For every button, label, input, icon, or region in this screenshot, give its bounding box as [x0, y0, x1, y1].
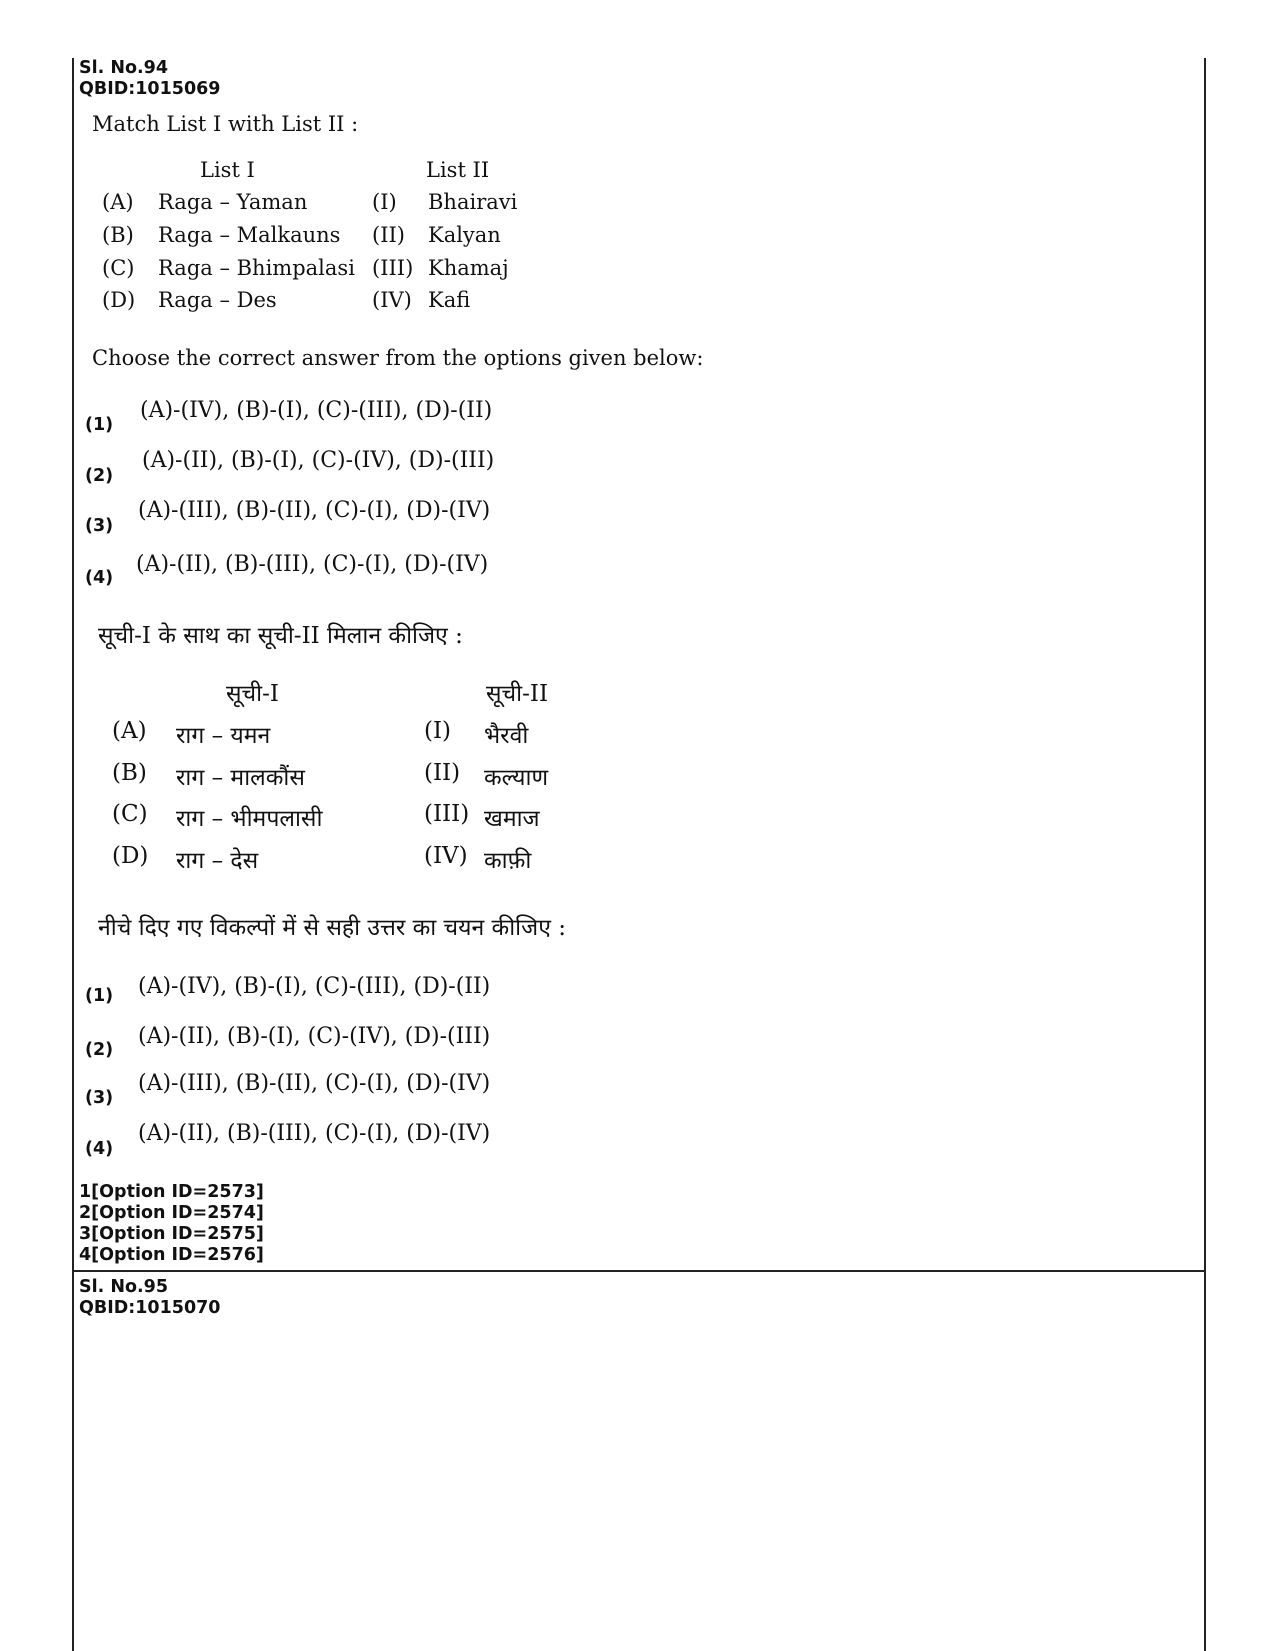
q94-hi-option-1-text[interactable]: (A)-(IV), (B)-(I), (C)-(III), (D)-(II) [138, 974, 491, 999]
q95-header [79, 1277, 221, 1319]
q94-en-row-c-l1-label: (C) [102, 256, 135, 280]
right-border [1204, 58, 1206, 1651]
q94-hi-choose-prompt: नीचे दिए गए विकल्पों में से सही उत्तर का चयन कीजिए : [98, 915, 566, 941]
q94-en-row-a-l1-text: Raga – Yaman [158, 190, 308, 214]
q94-qbid: QBID:1015069 [79, 79, 221, 99]
q94-en-row-b-l2-text: Kalyan [428, 223, 501, 247]
q94-hi-row-c-l2-text: खमाज [484, 806, 540, 832]
q94-sl-no: Sl. No.94 [79, 58, 169, 78]
q94-hi-row-a-l1-label: (A) [112, 718, 147, 744]
q94-en-row-b-l2-label: (II) [372, 223, 405, 247]
q94-en-prompt: Match List I with List II : [92, 112, 359, 136]
q94-en-row-a-l1-label: (A) [102, 190, 134, 214]
q94-hi-row-c-l1-label: (C) [112, 801, 148, 827]
q94-hi-row-b-l2-text: कल्याण [484, 765, 549, 791]
q94-hi-list1-header: सूची-I [226, 681, 279, 707]
q95-qbid: QBID:1015070 [79, 1298, 221, 1318]
q94-en-row-d-l1-label: (D) [102, 288, 136, 312]
q94-en-row-d-l2-text: Kafi [428, 288, 471, 312]
q94-en-option-1-text[interactable]: (A)-(IV), (B)-(I), (C)-(III), (D)-(II) [140, 398, 493, 423]
q94-hi-row-d-l2-text: काफ़ी [484, 848, 532, 874]
left-border [72, 58, 74, 1651]
q94-hi-row-b-l2-label: (II) [424, 760, 461, 786]
q94-en-option-4-text[interactable]: (A)-(II), (B)-(III), (C)-(I), (D)-(IV) [136, 552, 489, 577]
q94-en-row-a-l2-text: Bhairavi [428, 190, 518, 214]
q94-hi-list2-header: सूची-II [486, 681, 549, 707]
q95-sl-no: Sl. No.95 [79, 1277, 169, 1297]
q94-option-ids [79, 1182, 264, 1266]
question-divider [72, 1270, 1205, 1272]
q94-en-list1-header: List I [200, 158, 255, 182]
q94-hi-row-c-l1-text: राग – भीमपलासी [176, 806, 323, 832]
q94-option-id-1: 1[Option ID=2573] [79, 1182, 264, 1202]
q94-en-option-2-text[interactable]: (A)-(II), (B)-(I), (C)-(IV), (D)-(III) [142, 448, 495, 473]
q94-en-choose-prompt: Choose the correct answer from the options given below: [92, 346, 704, 370]
q94-option-id-3: 3[Option ID=2575] [79, 1224, 264, 1244]
q94-hi-row-a-l1-text: राग – यमन [176, 723, 271, 749]
q94-en-row-d-l1-text: Raga – Des [158, 288, 277, 312]
q94-hi-option-2-number: (2) [85, 1040, 114, 1060]
q94-en-option-3-number: (3) [85, 516, 114, 536]
q94-hi-row-d-l1-label: (D) [112, 843, 149, 869]
q94-hi-row-a-l2-label: (I) [424, 718, 452, 744]
q94-option-id-2: 2[Option ID=2574] [79, 1203, 264, 1223]
q94-en-row-b-l1-text: Raga – Malkauns [158, 223, 341, 247]
q94-en-option-4-number: (4) [85, 568, 114, 588]
q94-en-list2-header: List II [426, 158, 490, 182]
q94-hi-option-1-number: (1) [85, 986, 114, 1006]
q94-hi-prompt: सूची-I के साथ का सूची-II मिलान कीजिए : [98, 623, 463, 649]
q94-hi-option-4-text[interactable]: (A)-(II), (B)-(III), (C)-(I), (D)-(IV) [138, 1121, 491, 1146]
q94-header [79, 58, 221, 100]
q94-en-option-2-number: (2) [85, 466, 114, 486]
q94-en-option-3-text[interactable]: (A)-(III), (B)-(II), (C)-(I), (D)-(IV) [138, 498, 491, 523]
q94-hi-row-d-l1-text: राग – देस [176, 848, 259, 874]
q94-en-row-a-l2-label: (I) [372, 190, 397, 214]
q94-hi-row-c-l2-label: (III) [424, 801, 470, 827]
q94-hi-option-4-number: (4) [85, 1139, 114, 1159]
q94-en-row-c-l1-text: Raga – Bhimpalasi [158, 256, 355, 280]
q94-en-row-d-l2-label: (IV) [372, 288, 412, 312]
q94-option-id-4: 4[Option ID=2576] [79, 1245, 264, 1265]
q94-hi-row-a-l2-text: भैरवी [484, 723, 529, 749]
q94-hi-option-3-number: (3) [85, 1088, 114, 1108]
q94-en-row-c-l2-label: (III) [372, 256, 414, 280]
q94-en-option-1-number: (1) [85, 415, 114, 435]
q94-en-row-c-l2-text: Khamaj [428, 256, 509, 280]
q94-hi-row-d-l2-label: (IV) [424, 843, 468, 869]
q94-hi-option-2-text[interactable]: (A)-(II), (B)-(I), (C)-(IV), (D)-(III) [138, 1024, 491, 1049]
q94-hi-option-3-text[interactable]: (A)-(III), (B)-(II), (C)-(I), (D)-(IV) [138, 1071, 491, 1096]
q94-hi-row-b-l1-text: राग – मालकौंस [176, 765, 305, 791]
q94-hi-row-b-l1-label: (B) [112, 760, 147, 786]
q94-en-row-b-l1-label: (B) [102, 223, 134, 247]
